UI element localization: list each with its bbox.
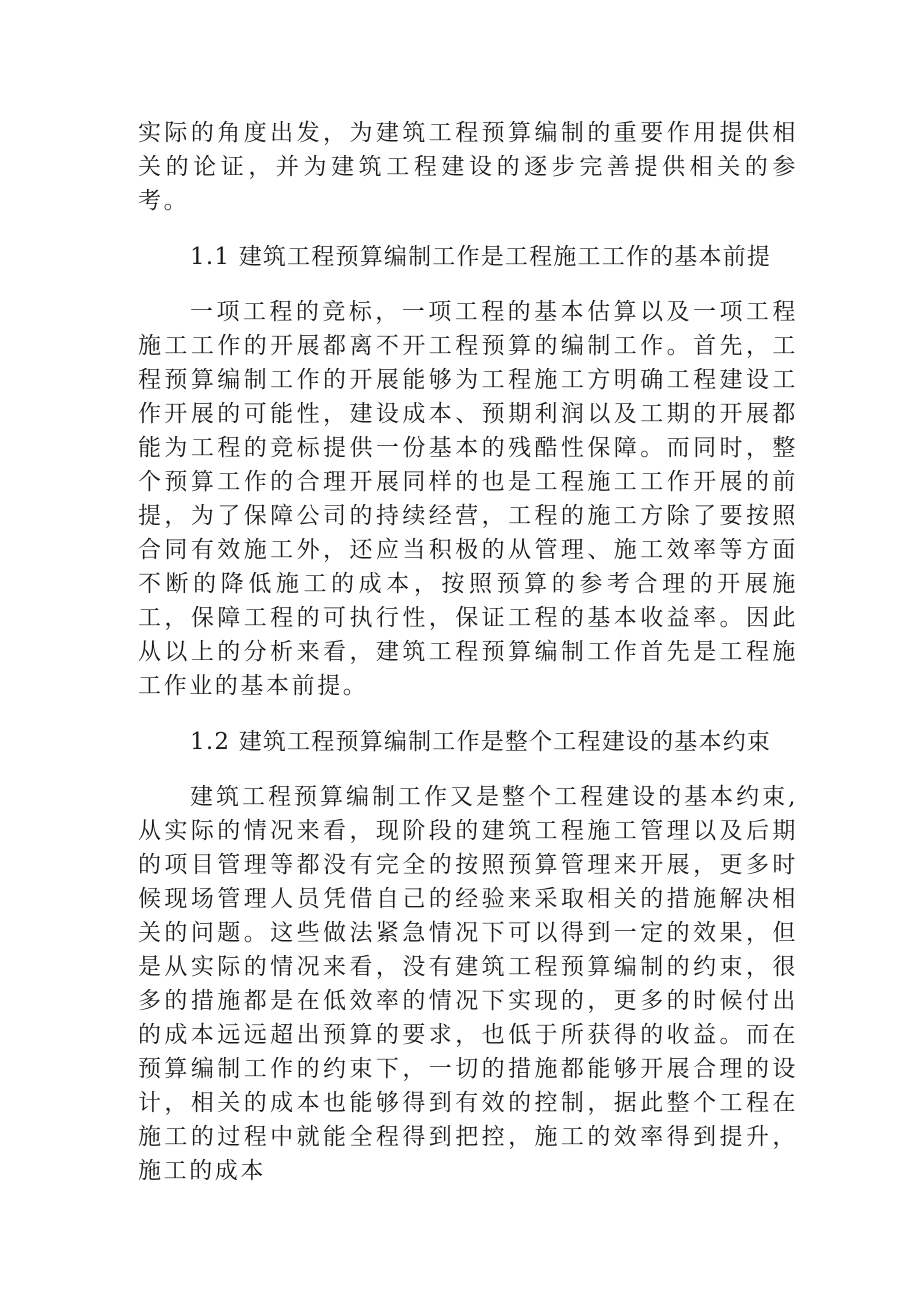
document-body	[138, 116, 798, 1188]
paragraph-section-1-1: 一项工程的竞标，一项工程的基本估算以及一项工程施工工作的开展都离不开工程预算的编制工作。首先，工程预算编制工作的开展能够为工程施工方明确工程建设工作开展的可能性，建设成本、预期利润以及工期的开展都能为工程的竞标提供一份基本的残酷性保障。而同时，整个预算工作的合理开展同样的也是工程施工工作开展的前提，为了保障公司的持续经营，工程的施工方除了要按照合同有效施工外，还应当积极的从管理、施工效率等方面不断的降低施工的成本，按照预算的参考合理的开展施工，保障工程的可执行性，保证工程的基本收益率。因此从以上的分析来看，建筑工程预算编制工作首先是工程施工作业的基本前提。	[138, 299, 798, 699]
section-heading-1-1: 1.1 建筑工程预算编制工作是工程施工工作的基本前提	[190, 243, 772, 270]
paragraph-section-1-2: 建筑工程预算编制工作又是整个工程建设的基本约束,从实际的情况来看，现阶段的建筑工程施工管理以及后期的项目管理等都没有完全的按照预算管理来开展，更多时候现场管理人员凭借自己的经验来采取相关的措施解决相关的问题。这些做法紧急情况下可以得到一定的效果，但是从实际的情况来看，没有建筑工程预算编制的约束，很多的措施都是在低效率的情况下实现的，更多的时候付出的成本远远超出预算的要求，也低于所获得的收益。而在预算编制工作的约束下，一切的措施都能够开展合理的设计，相关的成本也能够得到有效的控制，据此整个工程在施工的过程中就能全程得到把控，施工的效率得到提升，施工的成本	[138, 784, 798, 1184]
paragraph-intro-continuation: 实际的角度出发，为建筑工程预算编制的重要作用提供相关的论证，并为建筑工程建设的逐步完善提供相关的参考。	[138, 120, 798, 214]
section-heading-1-2: 1.2 建筑工程预算编制工作是整个工程建设的基本约束	[190, 728, 772, 755]
